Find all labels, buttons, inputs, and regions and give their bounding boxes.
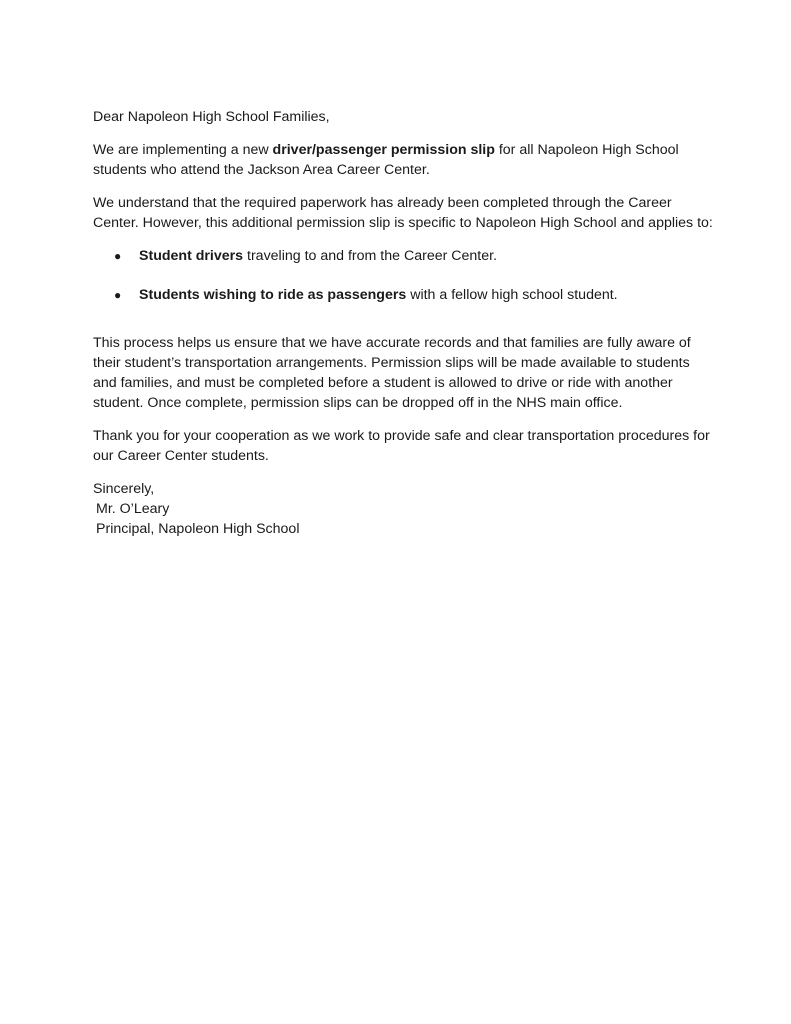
list-item [93, 285, 713, 305]
salutation: Dear Napoleon High School Families, [93, 109, 330, 125]
intro-paragraph [93, 140, 713, 180]
bullet-icon: ● [114, 249, 122, 263]
intro-text-end: for all Napoleon High School students who attend the Jackson Area Career Center. [93, 142, 679, 178]
intro-text-start: We are implementing a new [93, 142, 273, 158]
signer-title: Principal, Napoleon High School [96, 521, 300, 537]
thanks-paragraph: Thank you for your cooperation as we work to provide safe and clear transportation procedures for our Career Center students. [93, 428, 710, 464]
paperwork-paragraph: We understand that the required paperwork has already been completed through the Career Center. However, this additional permission slip is specific to Napoleon High School and applies to: [93, 195, 713, 231]
bullet-icon: ● [114, 288, 122, 302]
process-paragraph: This process helps us ensure that we have accurate records and that families are fully aware of their student’s transportation arrangements. Permission slips will be made available to students and families, and must be completed before a student is allowed to drive or ride with another student. Once complete, permission slips can be dropped off in the NHS main office. [93, 335, 691, 411]
letter-page [93, 107, 713, 539]
intro-bold-phrase: driver/passenger permission slip [272, 142, 495, 158]
list-item-text: traveling to and from the Career Center. [243, 248, 498, 264]
applies-to-list [93, 246, 713, 305]
list-item-text: with a fellow high school student. [406, 287, 618, 303]
list-item-bold: Students wishing to ride as passengers [139, 287, 407, 303]
signer-name: Mr. O’Leary [96, 501, 170, 517]
list-item-bold: Student drivers [139, 248, 244, 264]
list-item [93, 246, 713, 266]
closing: Sincerely, [93, 481, 155, 497]
